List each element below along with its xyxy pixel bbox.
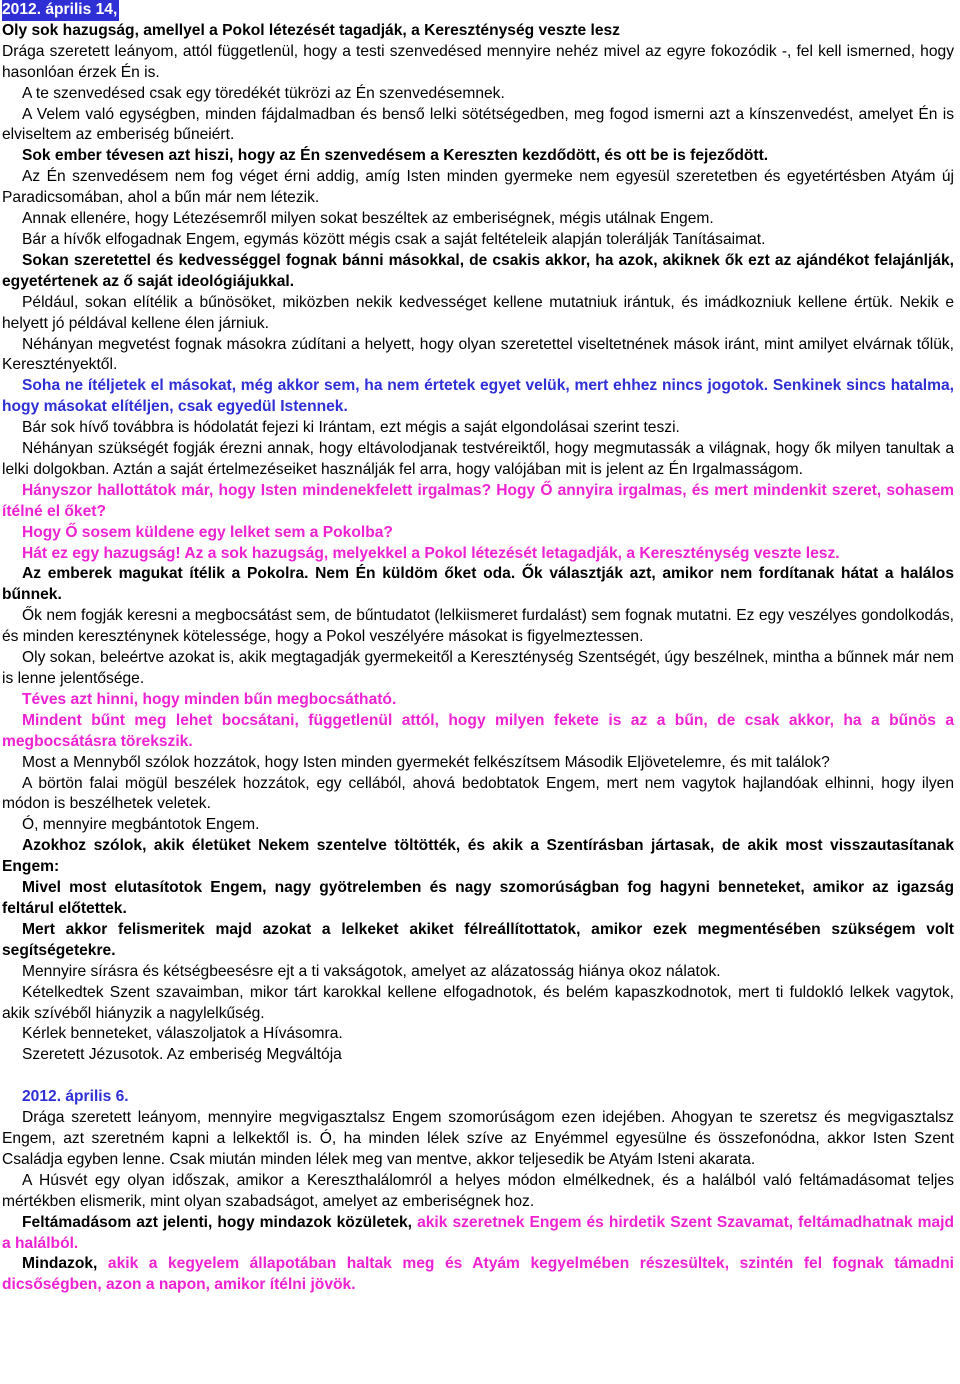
paragraph: Sokan szeretettel és kedvességgel fognak bánni másokkal, de csakis akkor, ha azok, akiknek ők ezt az ajándékot felajánlják, egyetértenek az ő saját ideológiájukkal. [2,251,954,290]
paragraph: Téves azt hinni, hogy minden bűn megbocsátható. [22,690,397,708]
paragraph: Drága szeretett leányom, mennyire megvigasztalsz Engem szomorúságom ezen idejében. Ahogyan te szeretsz és megvigasztalsz Engem, azt szeretném kapni a lelkektől is. Ó, ha minden lélek szíve az Enyémmel egyesülne és összefonódna, akkor Isten Szent Családja egyben lenne. Csak miután minden lélek meg van mentve, akkor teljesedik be Atyám Isteni akarata. [2,1109,954,1168]
entry-title: Oly sok hazugság, amellyel a Pokol létezését tagadják, a Kereszténység veszte lesz [2,21,620,39]
paragraph-part: Feltámadásom azt jelenti, hogy mindazok közületek, [22,1213,418,1231]
paragraph: Hogy Ő sosem küldene egy lelket sem a Pokolba? [22,523,393,541]
paragraph: A Velem való egységben, minden fájdalmadban és benső lelki sötétségedben, meg fogod ismerni azt a kínszenvedést, amelyet Én is elviseltem az emberiség bűneiért. [2,105,954,144]
paragraph: Mennyire sírásra és kétségbeesésre ejt a ti vakságotok, amelyet az alázatosság hiánya okoz nálatok. [22,962,721,980]
paragraph: A te szenvedésed csak egy töredékét tükrözi az Én szenvedésemnek. [22,84,505,102]
paragraph: Azokhoz szólok, akik életüket Nekem szentelve töltötték, és akik a Szentírásban jártasak, de akik most visszautasítanak Engem: [2,837,954,876]
paragraph: Bár a hívők elfogadnak Engem, egymás között mégis csak a saját feltételeik alapján tolerálják Tanításaimat. [22,230,766,248]
paragraph: Bár sok hívő továbbra is hódolatát fejezi ki Irántam, ezt mégis a saját elgondolásai szerint teszi. [22,419,680,437]
paragraph: Mert akkor felismeritek majd azokat a lelkeket akiket félreállítottatok, amikor ezek megmentésében szükségem volt segítségetekre. [2,920,954,959]
paragraph: Az Én szenvedésem nem fog véget érni addig, amíg Isten minden gyermeke nem egyesül szeretetben és egyetértésben Atyám új Paradicsomában, ahol a bűn már nem létezik. [2,168,954,207]
paragraph: Annak ellenére, hogy Létezésemről milyen sokat beszéltek az emberiségnek, mégis utálnak Engem. [22,210,714,228]
paragraph: Hát ez egy hazugság! Az a sok hazugság, melyekkel a Pokol létezését letagadják, a Kereszténység veszte lesz. [22,544,840,562]
paragraph: Az emberek magukat ítélik a Pokolra. Nem Én küldöm őket oda. Ők választják azt, amikor nem fordítanak hátat a halálos bűnnek. [2,565,954,604]
section-april-14 [2,0,954,1066]
paragraph [2,1254,954,1296]
paragraph: Oly sokan, beleértve azokat is, akik megtagadják gyermekeitől a Kereszténység Szentségét, úgy beszélnek, mintha a bűnnek már nem is lenne jelentősége. [2,649,954,687]
signature: Szeretett Jézusotok. Az emberiség Megváltója [22,1046,342,1064]
paragraph: Hányszor hallottátok már, hogy Isten mindenekfelett irgalmas? Hogy Ő annyira irgalmas, és mert mindenkit szeret, sohasem ítélné el őket? [2,481,954,520]
section-april-6 [2,1087,954,1296]
paragraph [2,1213,954,1255]
paragraph-highlight: akik szeretnek Engem és hirdetik Szent Szavamat, feltámadhatnak majd a halálból. [2,1213,954,1252]
paragraph: Néhányan szükségét fogják érezni annak, hogy eltávolodjanak testvéreiktől, hogy megmutassák a világnak, hogy ők milyen tanultak a lelki dolgokban. Aztán a saját értelmezéseiket használják fel arra, hogy valójában mit is jelent az Én Irgalmasságom. [2,440,954,478]
paragraph-part: Mindazok, [22,1255,108,1273]
paragraph: Kérlek benneteket, válaszoljatok a Hívásomra. [22,1025,343,1043]
paragraph: Például, sokan elítélik a bűnösöket, miközben nekik kedvességet kellene mutatniuk irántuk, és imádkozniuk kellene értük. Nekik e helyett jó példával kellene élen járniuk. [2,293,954,332]
paragraph: Mivel most elutasítotok Engem, nagy gyötrelemben és nagy szomorúságban fog hagyni benneteket, amikor az igazság feltárul előtettek. [2,879,954,917]
paragraph-highlight: akik a kegyelem állapotában haltak meg és Atyám kegyelmében részesültek, szintén fel fognak támadni dicsőségben, azon a napon, amikor ítélni jövök. [2,1255,954,1294]
paragraph: A börtön falai mögül beszélek hozzátok, egy cellából, ahová bedobtatok Engem, mert nem vagytok hajlandóak elhinni, hogy ilyen módon is beszélhetek veletek. [2,774,954,813]
entry-date: 2012. április 6. [22,1088,129,1106]
paragraph: A Húsvét egy olyan időszak, amikor a Kereszthalálomról a helyes módon elmélkednek, és a halálból való feltámadásomat teljes mértékben elismerik, mint olyan szabadságot, amelyet az emberiségnek hoz. [2,1171,954,1210]
paragraph: Néhányan megvetést fognak másokra zúdítani a helyett, hogy olyan szeretettel viseltetnének mások iránt, mint amilyet elvárnak tőlük, Keresztényektől. [2,335,954,374]
entry-date: 2012. április 14, [2,0,119,21]
paragraph: Mindent bűnt meg lehet bocsátani, függetlenül attól, hogy milyen fekete is az a bűn, de csak akkor, ha a bűnös a megbocsátásra törekszik. [2,711,954,750]
section-spacer [2,1066,954,1087]
paragraph: Ők nem fogják keresni a megbocsátást sem, de bűntudatot (lelkiismeret furdalást) sem fognak mutatni. Ez egy veszélyes gondolkodás, és minden kereszténynek kötelessége, hogy a Pokol veszélyére másokat is figyelmeztessen. [2,607,954,646]
paragraph: Drága szeretett leányom, attól függetlenül, hogy a testi szenvedésed mennyire nehéz mivel az egyre fokozódik -, fel kell ismerned, hogy hasonlóan érzek Én is. [2,42,954,81]
paragraph: Sok ember tévesen azt hiszi, hogy az Én szenvedésem a Kereszten kezdődött, és ott be is fejeződött. [22,147,769,165]
paragraph: Kételkedtek Szent szavaimban, mikor tárt karokkal kellene elfogadnotok, és belém kapaszkodnotok, mert ti fuldokló lelkek vagytok, akik szívéből hiányzik a nagylelkűség. [2,983,954,1022]
paragraph: Soha ne ítéljetek el másokat, még akkor sem, ha nem értetek egyet velük, mert ehhez nincs jogotok. Senkinek sincs hatalma, hogy másokat elítéljen, csak egyedül Istennek. [2,377,954,416]
paragraph: Ó, mennyire megbántotok Engem. [22,816,260,834]
paragraph: Most a Mennyből szólok hozzátok, hogy Isten minden gyermekét felkészítsem Második Eljövetelemre, és mit találok? [22,753,830,771]
